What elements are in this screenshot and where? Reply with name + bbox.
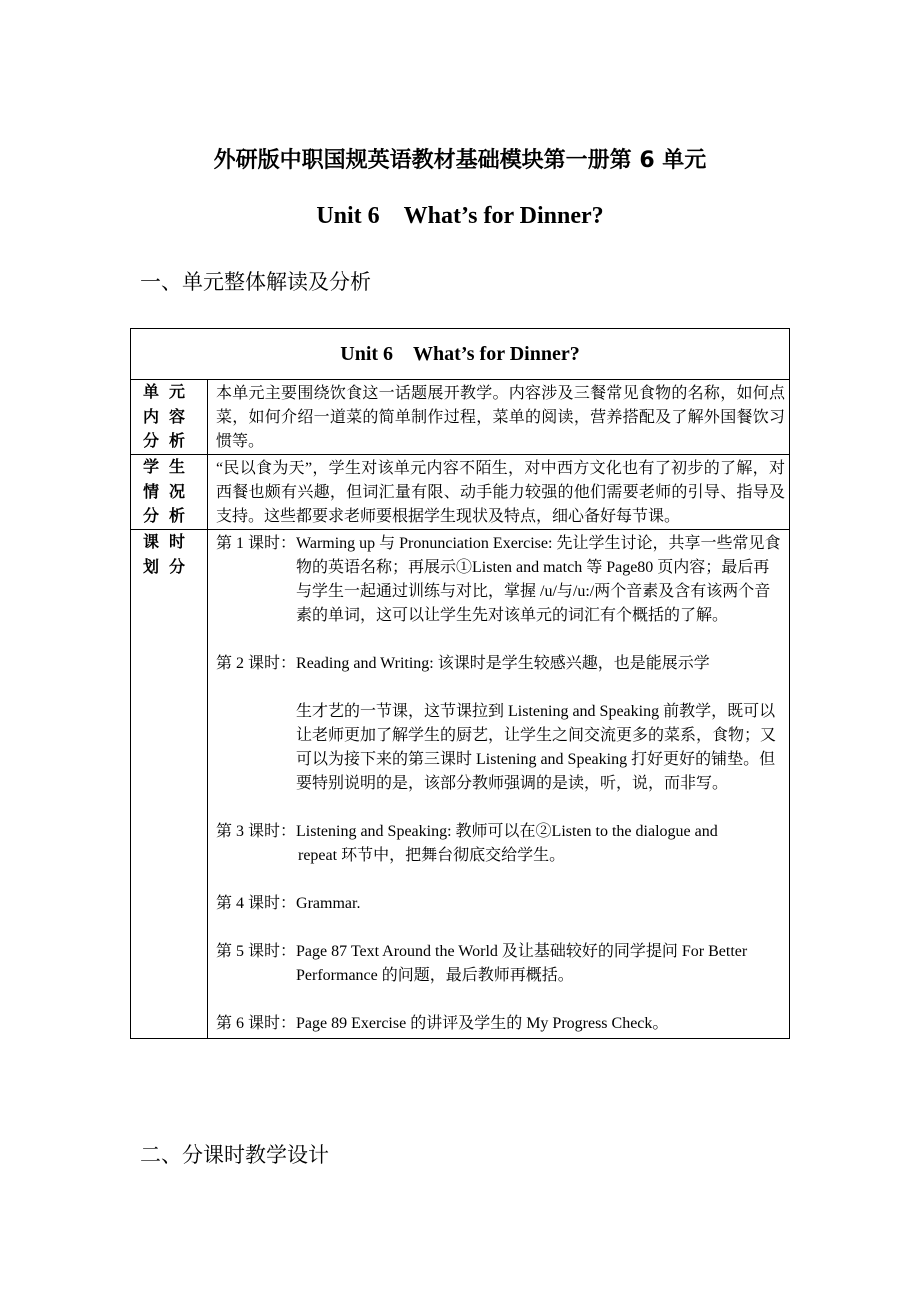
lesson-6: 第 6 课时： Page 89 Exercise 的讲评及学生的 My Progress Check。 <box>216 1015 669 1032</box>
unit-analysis-text: 本单元主要围绕饮食这一话题展开教学。内容涉及三餐常见食物的名称，如何点菜，如何介绍一道菜的简单制作过程，菜单的阅读，营养搭配及了解外国餐饮习惯等。 <box>208 380 790 455</box>
lesson-3: 第 3 课时：Listening and Speaking: 教师可以在②Listen to the dialogue and repeat 环节中，把舞台彻底交给学生。 <box>216 823 718 864</box>
student-analysis-text: “民以食为天”，学生对该单元内容不陌生，对中西方文化也有了初步的了解，对西餐也颇有兴趣，但词汇量有限、动手能力较强的他们需要老师的引导、指导及支持。这些都要求老师要根据学生现状及特点，细心备好每节课。 <box>208 455 790 530</box>
row-label-unit-analysis: 单元 内容 分析 <box>131 380 208 455</box>
lesson-division-content <box>208 530 790 1039</box>
section-heading-1: 一、单元整体解读及分析 <box>140 270 371 294</box>
table-header: Unit 6 What’s for Dinner? <box>131 329 790 380</box>
table-row <box>131 530 790 1039</box>
lesson-1: 第 1 课时： Warming up 与 Pronunciation Exercise: 先让学生讨论，共享一些常见食物的英语名称；再展示①Listen and match 等 Page80 页内容；最后再与学生一起通过训练与对比，掌握 /u/与/u:/两个音素及含有该两个音素的单词，这可以让学生先对该单元的词汇有个概括的了解。 <box>216 535 781 624</box>
table-row <box>131 455 790 530</box>
lesson-4: 第 4 课时： Grammar. <box>216 895 361 912</box>
document-title: 外研版中职国规英语教材基础模块第一册第 6 单元 <box>213 148 707 173</box>
lesson-5: 第 5 课时： Page 87 Text Around the World 及让基础较好的同学提问 For Better Performance 的问题，最后教师再概括。 <box>216 943 748 984</box>
unit-overview-table <box>130 328 790 1039</box>
row-label-lesson-division: 课时 划分 <box>131 530 208 1039</box>
section-heading-2: 二、分课时教学设计 <box>140 1143 329 1167</box>
row-label-student-analysis: 学生 情况 分析 <box>131 455 208 530</box>
lesson-2: 第 2 课时： Reading and Writing: 该课时是学生较感兴趣，也是能展示学 生才艺的一节课，这节课拉到 Listening and Speaking 前教学，既可以让老师更加了解学生的厨艺，让学生之间交流更多的菜系，食物；又可以为接下来的第三课时 Listening and Speaking 打好更好的铺垫。但要特别说明的是，该部分教师强调的是读，听，说，而非写。 <box>216 655 777 792</box>
unit-title: Unit 6 What’s for Dinner? <box>316 203 604 229</box>
table-row <box>131 380 790 455</box>
